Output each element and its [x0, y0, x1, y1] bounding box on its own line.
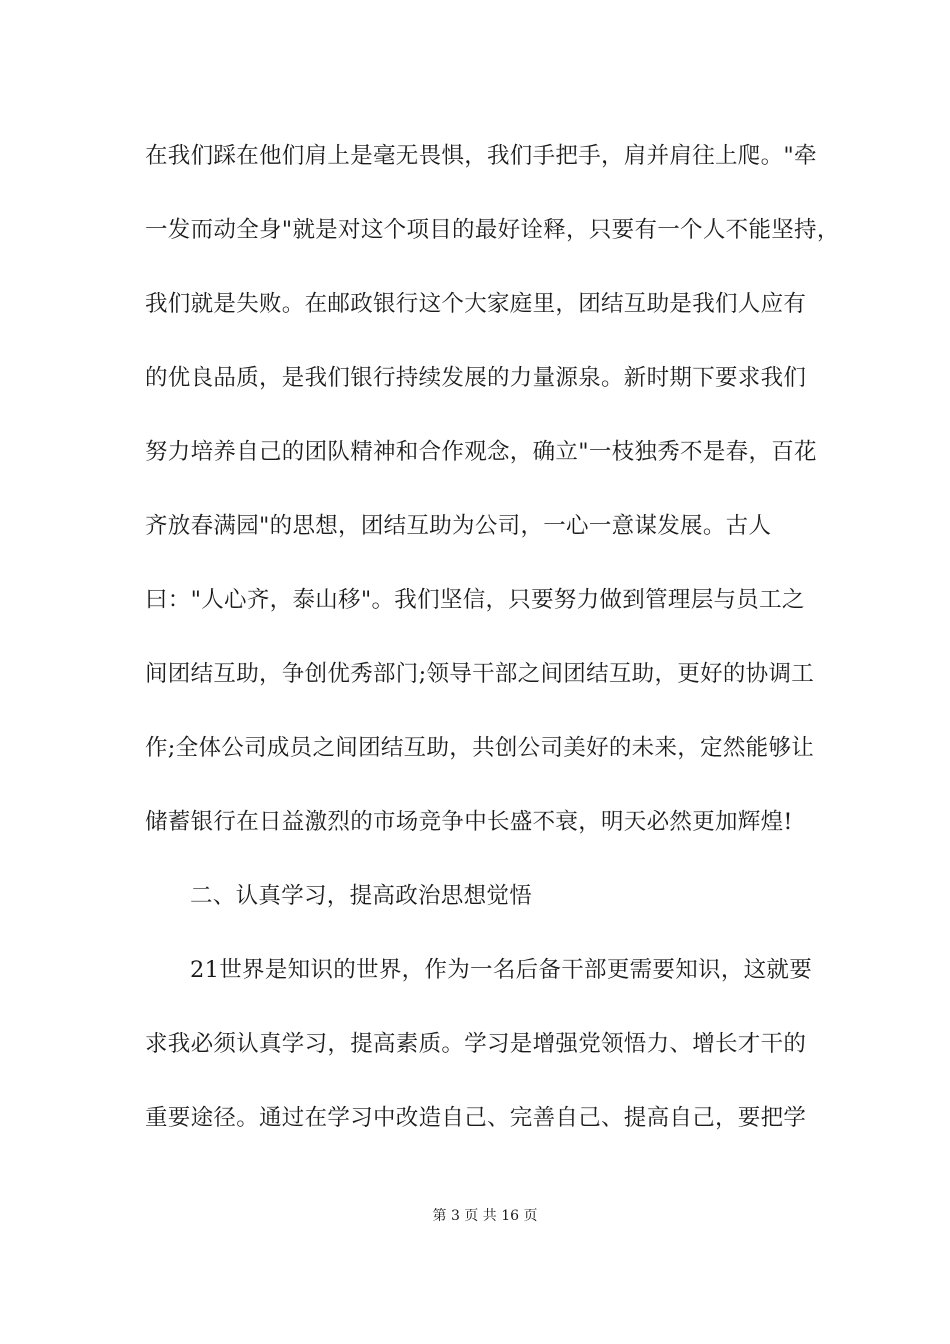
- text-line-9: 作;全体公司成员之间团结互助，共创公司美好的未来，定然能够让: [145, 735, 815, 761]
- text-line-10: 储蓄银行在日益激烈的市场竞争中长盛不衰，明天必然更加辉煌!: [145, 809, 793, 835]
- text-line-5: 努力培养自己的团队精神和合作观念，确立"一枝独秀不是春，百花: [145, 439, 817, 465]
- text-line-7: 曰："人心齐，泰山移"。我们坚信，只要努力做到管理层与员工之: [145, 587, 805, 613]
- text-line-6: 齐放春满园"的思想，团结互助为公司，一心一意谋发展。古人: [145, 513, 772, 539]
- section-heading: 二、认真学习，提高政治思想觉悟: [190, 883, 533, 909]
- text-line-12: 21世界是知识的世界，作为一名后备干部更需要知识，这就要: [190, 957, 813, 983]
- text-line-4: 的优良品质，是我们银行持续发展的力量源泉。新时期下要求我们: [145, 365, 807, 391]
- text-line-14: 重要途径。通过在学习中改造自己、完善自己、提高自己，要把学: [145, 1105, 807, 1131]
- text-line-8: 间团结互助，争创优秀部门;领导干部之间团结互助，更好的协调工: [145, 661, 815, 687]
- text-line-3: 我们就是失败。在邮政银行这个大家庭里，团结互助是我们人应有: [145, 291, 807, 317]
- page-number-footer: 第 3 页 共 16 页: [432, 1208, 538, 1224]
- text-line-13: 求我必须认真学习，提高素质。学习是增强党领悟力、增长才干的: [145, 1031, 807, 1057]
- text-line-1: 在我们踩在他们肩上是毫无畏惧，我们手把手，肩并肩往上爬。"牵: [145, 143, 817, 169]
- text-line-2: 一发而动全身"就是对这个项目的最好诠释，只要有一个人不能坚持，: [145, 217, 840, 243]
